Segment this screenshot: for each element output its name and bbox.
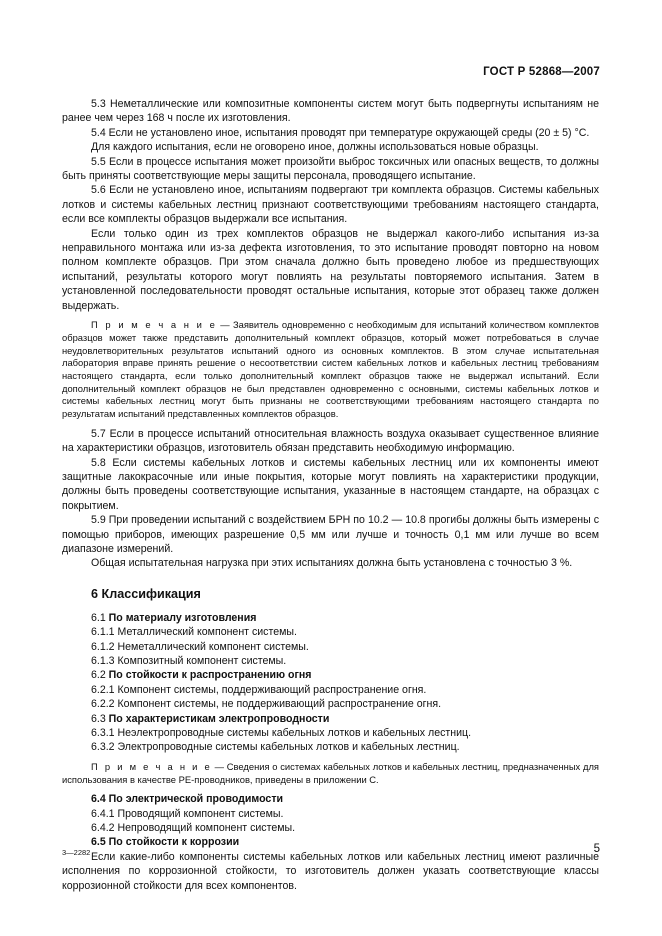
- class-item: 6.1 По материалу изготовления: [91, 611, 257, 624]
- note-6-3: [62, 761, 599, 786]
- section-6-title: 6 Классификация: [91, 586, 201, 601]
- page-body: [62, 97, 599, 893]
- paragraph-5-6: 5.6 Если не установлено иное, испытаниям подвергают три комплекта образцов. Системы кабельных лотков и системы кабельных лестниц признают соответствующими требованиям настоящего стандарта, если все комплекты образцов выдержали все испытания.: [62, 184, 599, 226]
- paragraph-5-9-cont: Общая испытательная нагрузка при этих испытаниях должна быть установлена с точностью 3 %.: [91, 557, 573, 570]
- note-label: П р и м е ч а н и е: [91, 760, 212, 772]
- paragraph-5-8: 5.8 Если системы кабельных лотков и системы кабельных лестниц или их компоненты имеют защитные лакокрасочные или иные покрытия, которые могут повлиять на характеристики продукции, должны быть проведены соответствующие испытания, указанные в настоящем стандарте, на образцах с покрытием.: [62, 456, 599, 512]
- class-item: 6.4.1 Проводящий компонент системы.: [91, 807, 284, 820]
- document-header: ГОСТ Р 52868—2007: [483, 66, 600, 78]
- note-text: — Сведения о системах кабельных лотков и кабельных лестниц, предназначенных для использования в качестве PE-проводников, приведены в приложении С.: [62, 760, 599, 785]
- class-item: 6.3.1 Неэлектропроводные системы кабельных лотков и кабельных лестниц.: [91, 727, 472, 740]
- paragraph-5-9: 5.9 При проведении испытаний с воздействием БРН по 10.2 — 10.8 прогибы должны быть измерены с помощью приборов, имеющих разрешение 0,5 мм или лучше и точность 0,1 мм или лучше во всем диапазоне измерений.: [62, 514, 599, 555]
- paragraph-5-4: 5.4 Если не установлено иное, испытания проводят при температуре окружающей среды (20 ± 5) °C.: [91, 126, 590, 139]
- note-label: П р и м е ч а н и е: [91, 319, 218, 331]
- paragraph-5-3: 5.3 Неметаллические или композитные компоненты систем могут быть подвергнуты испытаниям не ранее чем через 168 ч после их изготовления.: [62, 98, 599, 125]
- class-item: 6.5 По стойкости к коррозии: [91, 836, 240, 849]
- note-5-6: [62, 319, 599, 421]
- note-text: — Заявитель одновременно с необходимым для испытаний количеством комплектов образцов может также представить дополнительный комплект образцов, который может потребоваться в случае неудовлетворительных результатов испытаний одного из основных комплектов. В этом случае испытательная лаборатория вправе принять решение о несоответствии систем кабельных лотков и кабельных лестниц требованиям настоящего стандарта, если только дополнительный комплект образцов также не выдержал испытаний. Если дополнительный комплект образцов не был представлен одновременно с основными, системы кабельных лотков и системы кабельных лестниц могут быть признаны не соответствующими требованиям настоящего стандарта по результатам испытаний представленных комплектов образцов.: [62, 319, 599, 420]
- class-item: 6.1.2 Неметаллический компонент системы.: [91, 640, 309, 653]
- class-item: 6.3.2 Электропроводные системы кабельных лотков и кабельных лестниц.: [91, 741, 460, 754]
- class-item: 6.3 По характеристикам электропроводности: [91, 712, 330, 725]
- class-item: 6.4 По электрической проводимости: [91, 793, 284, 806]
- class-item: 6.2 По стойкости к распространению огня: [91, 669, 312, 682]
- paragraph-5-5: 5.5 Если в процессе испытания может произойти выброс токсичных или опасных веществ, то должны быть приняты соответствующие меры защиты персонала, проводящего испытание.: [62, 155, 599, 183]
- page-number: 5: [593, 843, 600, 855]
- class-item: 6.1.3 Композитный компонент системы.: [91, 655, 287, 667]
- paragraph-5-7: 5.7 Если в процессе испытаний относительная влажность воздуха оказывает существенное влияние на характеристики образцов, изготовитель обязан представить необходимую информацию.: [62, 427, 599, 455]
- paragraph-5-4-cont: Для каждого испытания, если не оговорено иное, должны использоваться новые образцы.: [91, 141, 539, 154]
- class-item: 6.4.2 Непроводящий компонент системы.: [91, 822, 296, 835]
- class-item: 6.2.2 Компонент системы, не поддерживающий распространение огня.: [91, 698, 442, 711]
- class-item: 6.1.1 Металлический компонент системы.: [91, 626, 297, 639]
- class-item: 6.2.1 Компонент системы, поддерживающий распространение огня.: [91, 683, 427, 696]
- paragraph-5-6-cont: Если только один из трех комплектов образцов не выдержал какого-либо испытания из-за неправильного монтажа или из-за дефекта изготовления, то это испытание проводят повторно на новом полном комплекте образцов. При этом сначала должно быть проведено любое из предшествующих испытаний, результаты которого могут повлиять на результаты повторяемого испытания. Затем в установленной последовательности проводят остальные испытания, которые этот образец также должен выдержать.: [62, 227, 599, 312]
- paragraph-6-5-text: Если какие-либо компоненты системы кабельных лотков или кабельных лестниц имеют различные исполнения по коррозионной стойкости, то изготовитель должен указать соответствующие классы коррозионной стойкости для всех компонентов.: [62, 850, 599, 892]
- print-code: 3—2282: [62, 848, 91, 857]
